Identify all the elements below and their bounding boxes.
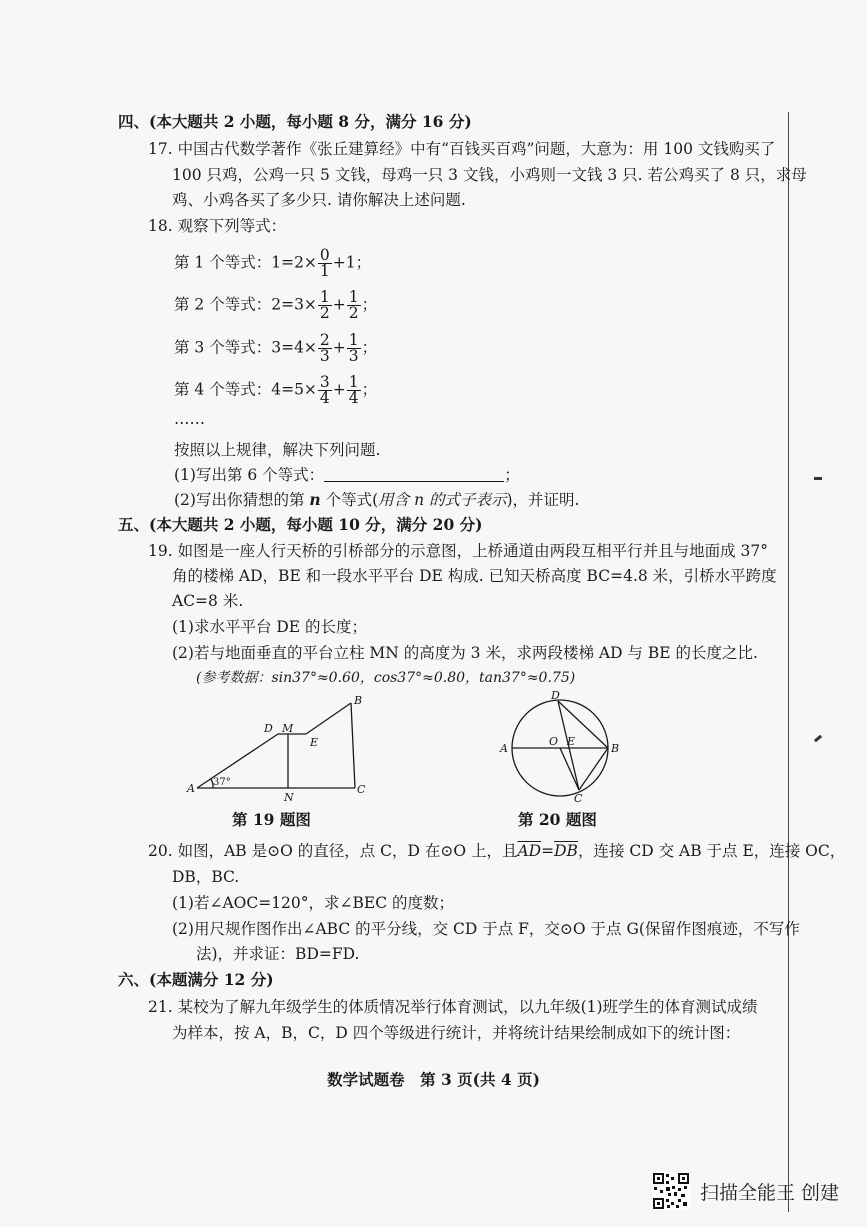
- q18-ellipsis: ……: [174, 410, 205, 428]
- q19-line-3: AC=8 米.: [172, 592, 244, 610]
- q18-equation-2: 第 2 个等式：2=3× $\frac{1}{2}$ + $\frac{1}{2}$ ；: [174, 288, 378, 322]
- q20-part-2-cont: 法)，并求证：BD=FD.: [196, 945, 360, 963]
- label-d: D: [264, 722, 273, 735]
- q20-part-2: (2)用尺规作图作出∠ABC 的平分线，交 CD 于点 F，交⊙O 于点 G(保留作图痕迹，不写作: [172, 920, 800, 938]
- margin-rule: [788, 112, 789, 1212]
- q17-line-2: 100 只鸡，公鸡一只 5 文钱，母鸡一只 3 文钱，小鸡则一文钱 3 只. 若公鸡买了 8 只，求母: [172, 166, 807, 184]
- label-c: C: [357, 783, 366, 796]
- label-a: A: [187, 782, 195, 795]
- q18-part-2: (2)写出你猜想的第 n 个等式(用含 n 的式子表示)，并证明.: [174, 490, 580, 509]
- q18-instruction: 按照以上规律，解决下列问题.: [174, 441, 381, 459]
- label-a: A: [500, 742, 508, 755]
- stair-be: [306, 703, 351, 734]
- q19-line-2: 角的楼梯 AD，BE 和一段水平平台 DE 构成. 已知天桥高度 BC=4.8 米，引桥水平跨度: [172, 567, 777, 585]
- q19-line-1: 19. 如图是一座人行天桥的引桥部分的示意图，上桥通道由两段互相平行并且与地面成 37°: [148, 542, 768, 560]
- q18-part-1: (1)写出第 6 个等式： ；: [174, 466, 520, 484]
- pillar-bc: [351, 703, 355, 788]
- q17-line-1: 17. 中国古代数学著作《张丘建算经》中有“百钱买百鸡”问题，大意为：用 100 文钱购买了: [148, 140, 776, 158]
- q19-reference-data: (参考数据：sin37°≈0.60，cos37°≈0.80，tan37°≈0.75): [196, 670, 576, 686]
- q18-line-1: 18. 观察下列等式：: [148, 217, 287, 235]
- label-b: B: [611, 742, 620, 755]
- label-b: B: [354, 694, 363, 707]
- label-e: E: [310, 736, 319, 749]
- segment-oc: [560, 748, 579, 790]
- q21-line-1: 21. 某校为了解九年级学生的体质情况举行体育测试，以九年级(1)班学生的体育测试成绩: [148, 998, 758, 1016]
- q18-equation-3: 第 3 个等式：3=4× $\frac{2}{3}$ + $\frac{1}{3}$ ；: [174, 331, 378, 365]
- figure-19-caption: 第 19 题图: [232, 810, 311, 829]
- q18-equation-1: 第 1 个等式：1=2× $\frac{0}{1}$ +1；: [174, 246, 372, 280]
- watermark-text: 扫描全能王 创建: [700, 1181, 840, 1204]
- section-6-title: 六、(本题满分 12 分): [118, 970, 274, 989]
- q20-part-1: (1)若∠AOC=120°，求∠BEC 的度数；: [172, 894, 455, 912]
- q19-part-1: (1)求水平平台 DE 的长度；: [172, 618, 368, 636]
- q20-line-2: DB，BC.: [172, 868, 240, 886]
- qr-code-icon: [652, 1172, 690, 1210]
- section-4-title: 四、(本大题共 2 小题，每小题 8 分，满分 16 分): [118, 112, 472, 131]
- page-footer: 数学试题卷 第 3 页(共 4 页): [327, 1070, 540, 1089]
- angle-label: 37°: [213, 777, 231, 788]
- scan-mark: [814, 477, 822, 480]
- scanner-watermark: [652, 1172, 839, 1210]
- q17-line-3: 鸡、小鸡各买了多少只. 请你解决上述问题.: [172, 191, 466, 209]
- chord-db: [558, 701, 608, 748]
- label-m: M: [282, 722, 294, 735]
- q19-part-2: (2)若与地面垂直的平台立柱 MN 的高度为 3 米，求两段楼梯 AD 与 BE 的长度之比.: [172, 644, 758, 662]
- scan-mark: [814, 735, 822, 742]
- stair-ad: [197, 734, 278, 788]
- label-e: E: [567, 735, 576, 748]
- answer-blank: [324, 465, 504, 482]
- section-5-title: 五、(本大题共 2 小题，每小题 10 分，满分 20 分): [118, 515, 483, 534]
- label-c: C: [574, 792, 583, 805]
- label-o: O: [549, 735, 559, 748]
- q21-line-2: 为样本，按 A，B，C，D 四个等级进行统计，并将统计结果绘制成如下的统计图：: [172, 1024, 741, 1042]
- label-d: D: [551, 690, 560, 702]
- figure-20-caption: 第 20 题图: [518, 810, 597, 829]
- q20-line-1: 20. 如图，AB 是⊙O 的直径，点 C，D 在⊙O 上，且$\overline{AD}=\overline{DB}$，连接 CD 交 AB 于点 E，连接 OC，: [148, 842, 846, 860]
- q18-equation-4: 第 4 个等式：4=5× $\frac{3}{4}$ + $\frac{1}{4}$ ；: [174, 373, 378, 407]
- figure-19-diagram: [178, 690, 373, 805]
- label-n: N: [284, 791, 294, 804]
- figure-20-diagram: [490, 690, 625, 805]
